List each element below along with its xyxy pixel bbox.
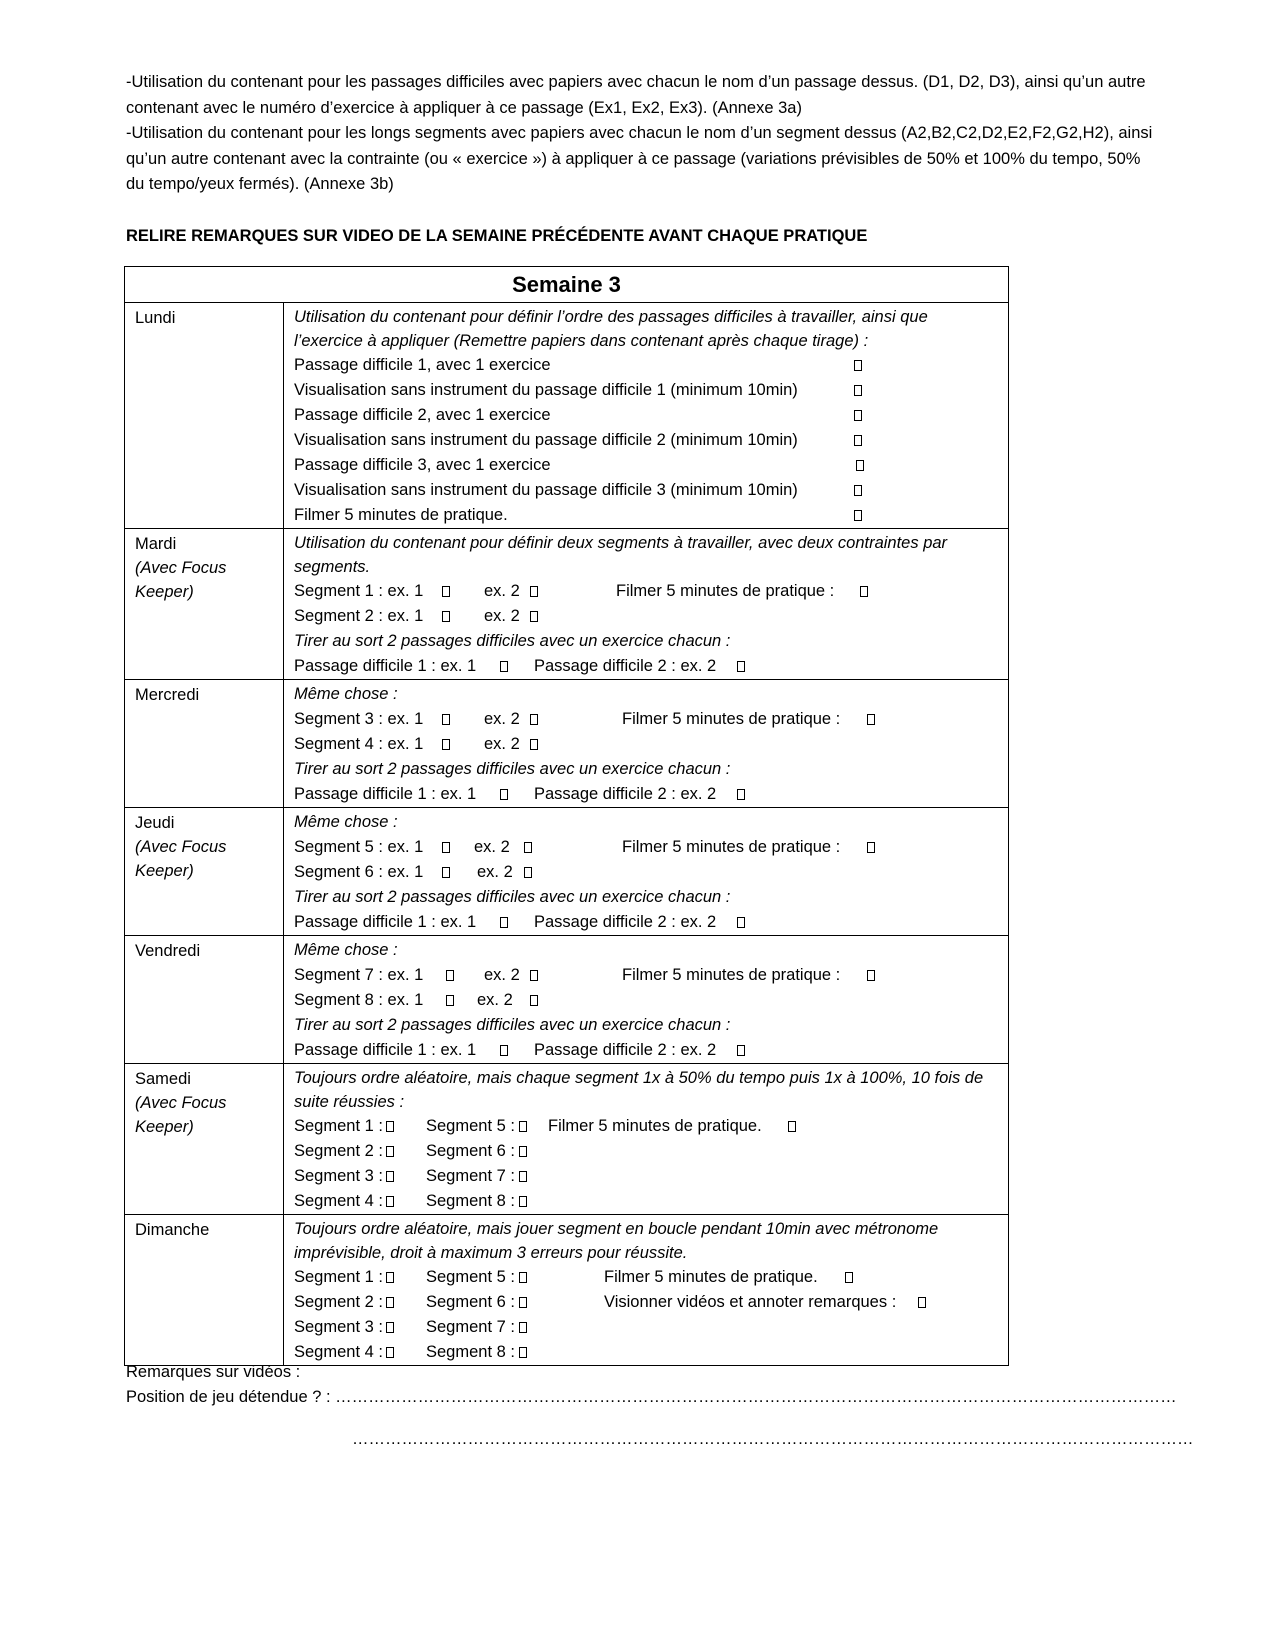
checkbox[interactable] bbox=[530, 970, 538, 981]
checkbox[interactable] bbox=[519, 1146, 527, 1157]
position-line bbox=[126, 1388, 1177, 1407]
segment-line: Segment 4 : ex. 1 ex. 2 bbox=[294, 732, 998, 757]
intro-text bbox=[126, 70, 1156, 198]
task-line: Passage difficile 1, avec 1 exercice bbox=[294, 353, 998, 378]
checkbox[interactable] bbox=[519, 1121, 527, 1132]
row-mardi bbox=[125, 529, 1009, 680]
passage-line: Passage difficile 1 : ex. 1 Passage difficile 2 : ex. 2 bbox=[294, 654, 998, 679]
day-cell: Samedi (Avec Focus Keeper) bbox=[125, 1064, 284, 1215]
passage-line: Passage difficile 1 : ex. 1 Passage difficile 2 : ex. 2 bbox=[294, 910, 998, 935]
instruction: Même chose : bbox=[294, 685, 398, 703]
intro-paragraph-2: -Utilisation du contenant pour les longs segments avec papiers avec chacun le nom d’un segment dessus (A2,B2,C2,D2,E2,F2,G2,H2), ainsi qu’un autre contenant avec la contrainte (ou « exercice ») à appliquer à ce passage (variations prévisibles de 50% et 100% du tempo, 50% du tempo/yeux fermés). (Annexe 3b) bbox=[126, 124, 1153, 193]
instruction: Même chose : bbox=[294, 941, 398, 959]
content-cell bbox=[284, 1064, 1009, 1215]
segment-line: Segment 1 : Segment 5 : Filmer 5 minutes de pratique. bbox=[294, 1114, 998, 1139]
day-cell: Mercredi bbox=[125, 680, 284, 808]
day-cell: Lundi bbox=[125, 303, 284, 529]
checkbox[interactable] bbox=[446, 970, 454, 981]
row-jeudi bbox=[125, 808, 1009, 936]
checkbox[interactable] bbox=[530, 586, 538, 597]
task-line: Visualisation sans instrument du passage difficile 1 (minimum 10min) bbox=[294, 378, 998, 403]
day-cell: Dimanche bbox=[125, 1215, 284, 1366]
checkbox[interactable] bbox=[854, 435, 862, 446]
segment-line: Segment 3 : Segment 7 : bbox=[294, 1164, 998, 1189]
checkbox[interactable] bbox=[918, 1297, 926, 1308]
instruction: Tirer au sort 2 passages difficiles avec un exercice chacun : bbox=[294, 1016, 731, 1034]
instruction: Utilisation du contenant pour définir deux segments à travailler, avec deux contraintes par segments. bbox=[294, 534, 948, 576]
checkbox[interactable] bbox=[386, 1322, 394, 1333]
week-schedule-table bbox=[124, 266, 1009, 1366]
task-line: Passage difficile 3, avec 1 exercice bbox=[294, 453, 998, 478]
checkbox[interactable] bbox=[737, 789, 745, 800]
checkbox[interactable] bbox=[530, 714, 538, 725]
checkbox[interactable] bbox=[442, 714, 450, 725]
checkbox[interactable] bbox=[867, 970, 875, 981]
checkbox[interactable] bbox=[386, 1297, 394, 1308]
content-cell bbox=[284, 1215, 1009, 1366]
day-cell: Jeudi (Avec Focus Keeper) bbox=[125, 808, 284, 936]
instruction: Tirer au sort 2 passages difficiles avec un exercice chacun : bbox=[294, 760, 731, 778]
row-mercredi bbox=[125, 680, 1009, 808]
segment-line: Segment 1 : Segment 5 : Filmer 5 minutes de pratique. bbox=[294, 1265, 998, 1290]
checkbox[interactable] bbox=[519, 1322, 527, 1333]
row-dimanche bbox=[125, 1215, 1009, 1366]
checkbox[interactable] bbox=[386, 1196, 394, 1207]
checkbox[interactable] bbox=[854, 385, 862, 396]
checkbox[interactable] bbox=[500, 917, 508, 928]
checkbox[interactable] bbox=[519, 1272, 527, 1283]
checkbox[interactable] bbox=[854, 485, 862, 496]
checkbox[interactable] bbox=[845, 1272, 853, 1283]
segment-line: Segment 2 : Segment 6 : Visionner vidéos et annoter remarques : bbox=[294, 1290, 998, 1315]
task-line: Visualisation sans instrument du passage difficile 3 (minimum 10min) bbox=[294, 478, 998, 503]
segment-line: Segment 3 : Segment 7 : bbox=[294, 1315, 998, 1340]
checkbox[interactable] bbox=[519, 1196, 527, 1207]
checkbox[interactable] bbox=[442, 611, 450, 622]
segment-line: Segment 5 : ex. 1 ex. 2 Filmer 5 minutes de pratique : bbox=[294, 835, 998, 860]
checkbox[interactable] bbox=[737, 1045, 745, 1056]
task-line: Passage difficile 2, avec 1 exercice bbox=[294, 403, 998, 428]
task-line: Visualisation sans instrument du passage difficile 2 (minimum 10min) bbox=[294, 428, 998, 453]
checkbox[interactable] bbox=[386, 1272, 394, 1283]
segment-line: Segment 1 : ex. 1 ex. 2 Filmer 5 minutes de pratique : bbox=[294, 579, 998, 604]
instruction: Toujours ordre aléatoire, mais jouer segment en boucle pendant 10min avec métronome imprévisible, droit à maximum 3 erreurs pour réussite. bbox=[294, 1220, 939, 1262]
checkbox[interactable] bbox=[500, 1045, 508, 1056]
content-cell bbox=[284, 303, 1009, 529]
row-samedi bbox=[125, 1064, 1009, 1215]
dotted-fill-line-2[interactable]: ……………………………………………………………………………………………………………………………………… bbox=[352, 1430, 1194, 1448]
intro-paragraph-1: -Utilisation du contenant pour les passages difficiles avec papiers avec chacun le nom d’un passage dessus. (D1, D2, D3), ainsi qu’un autre contenant avec le numéro d’exercice à appliquer à ce passage (Ex1, Ex2, Ex3). (Annexe 3a) bbox=[126, 73, 1146, 117]
checkbox[interactable] bbox=[442, 842, 450, 853]
checkbox[interactable] bbox=[442, 586, 450, 597]
dotted-fill-line[interactable]: ……………………………………………………………………………………………………………………………………… bbox=[335, 1388, 1177, 1406]
remarques-label: Remarques sur vidéos : bbox=[126, 1363, 301, 1381]
instruction: Tirer au sort 2 passages difficiles avec un exercice chacun : bbox=[294, 888, 731, 906]
checkbox[interactable] bbox=[386, 1347, 394, 1358]
checkbox[interactable] bbox=[737, 917, 745, 928]
row-lundi bbox=[125, 303, 1009, 529]
instruction: Toujours ordre aléatoire, mais chaque segment 1x à 50% du tempo puis 1x à 100%, 10 fois de suite réussies : bbox=[294, 1069, 984, 1111]
passage-line: Passage difficile 1 : ex. 1 Passage difficile 2 : ex. 2 bbox=[294, 782, 998, 807]
checkbox[interactable] bbox=[442, 867, 450, 878]
position-label: Position de jeu détendue ? : bbox=[126, 1388, 331, 1406]
content-cell bbox=[284, 529, 1009, 680]
task-line: Filmer 5 minutes de pratique. bbox=[294, 503, 998, 528]
checkbox[interactable] bbox=[854, 410, 862, 421]
checkbox[interactable] bbox=[386, 1146, 394, 1157]
checkbox[interactable] bbox=[867, 714, 875, 725]
content-cell bbox=[284, 808, 1009, 936]
content-cell bbox=[284, 936, 1009, 1064]
table-title: Semaine 3 bbox=[125, 267, 1009, 303]
segment-line: Segment 4 : Segment 8 : bbox=[294, 1340, 998, 1365]
row-vendredi bbox=[125, 936, 1009, 1064]
checkbox[interactable] bbox=[856, 460, 864, 471]
segment-line: Segment 7 : ex. 1 ex. 2 Filmer 5 minutes de pratique : bbox=[294, 963, 998, 988]
checkbox[interactable] bbox=[500, 789, 508, 800]
checkbox[interactable] bbox=[524, 842, 532, 853]
checkbox[interactable] bbox=[788, 1121, 796, 1132]
checkbox[interactable] bbox=[446, 995, 454, 1006]
segment-line: Segment 8 : ex. 1 ex. 2 bbox=[294, 988, 998, 1013]
checkbox[interactable] bbox=[530, 739, 538, 750]
segment-line: Segment 3 : ex. 1 ex. 2 Filmer 5 minutes de pratique : bbox=[294, 707, 998, 732]
checkbox[interactable] bbox=[860, 586, 868, 597]
checkbox[interactable] bbox=[737, 661, 745, 672]
checkbox[interactable] bbox=[867, 842, 875, 853]
checkbox[interactable] bbox=[500, 661, 508, 672]
segment-line: Segment 4 : Segment 8 : bbox=[294, 1189, 998, 1214]
checkbox[interactable] bbox=[386, 1121, 394, 1132]
checkbox[interactable] bbox=[519, 1297, 527, 1308]
instruction: Même chose : bbox=[294, 813, 398, 831]
segment-line: Segment 2 : ex. 1 ex. 2 bbox=[294, 604, 998, 629]
checkbox[interactable] bbox=[854, 360, 862, 371]
checkbox[interactable] bbox=[530, 611, 538, 622]
instruction: Tirer au sort 2 passages difficiles avec un exercice chacun : bbox=[294, 632, 731, 650]
checkbox[interactable] bbox=[442, 739, 450, 750]
checkbox[interactable] bbox=[519, 1347, 527, 1358]
section-heading: RELIRE REMARQUES SUR VIDEO DE LA SEMAINE PRÉCÉDENTE AVANT CHAQUE PRATIQUE bbox=[126, 227, 868, 245]
checkbox[interactable] bbox=[530, 995, 538, 1006]
segment-line: Segment 2 : Segment 6 : bbox=[294, 1139, 998, 1164]
checkbox[interactable] bbox=[524, 867, 532, 878]
day-cell: Mardi (Avec Focus Keeper) bbox=[125, 529, 284, 680]
day-cell: Vendredi bbox=[125, 936, 284, 1064]
segment-line: Segment 6 : ex. 1 ex. 2 bbox=[294, 860, 998, 885]
content-cell bbox=[284, 680, 1009, 808]
checkbox[interactable] bbox=[386, 1171, 394, 1182]
instruction: Utilisation du contenant pour définir l’ordre des passages difficiles à travailler, ainsi que l’exercice à appliquer (Remettre papiers dans contenant après chaque tirage) : bbox=[294, 308, 928, 350]
checkbox[interactable] bbox=[854, 510, 862, 521]
checkbox[interactable] bbox=[519, 1171, 527, 1182]
passage-line: Passage difficile 1 : ex. 1 Passage difficile 2 : ex. 2 bbox=[294, 1038, 998, 1063]
